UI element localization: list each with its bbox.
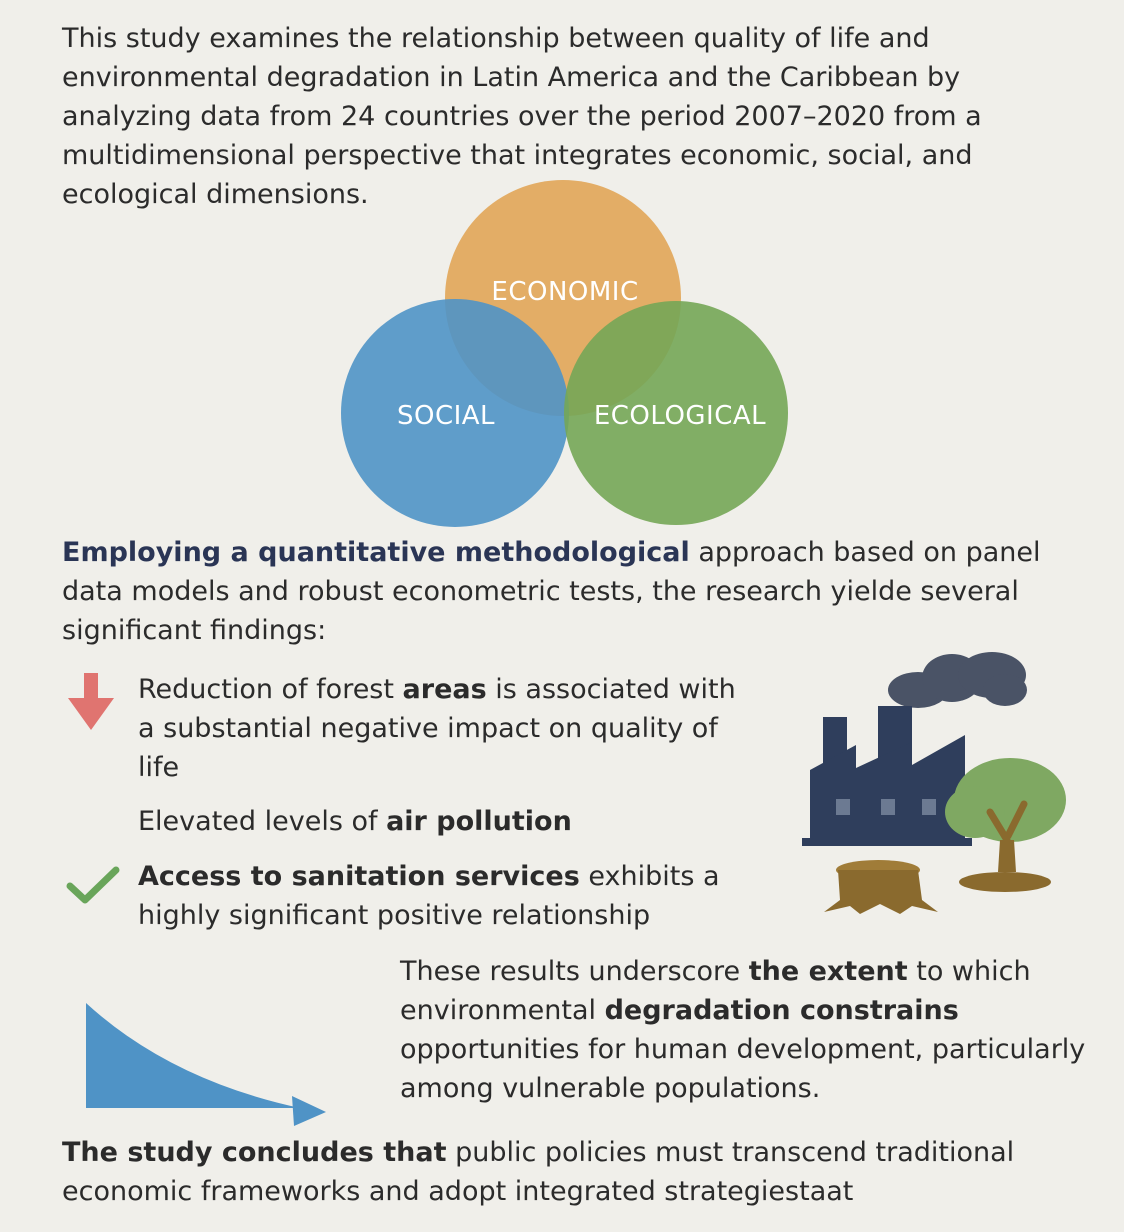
results-mid: to which environmental [400, 956, 1031, 1026]
decline-trend-shape [86, 1003, 326, 1126]
method-bold-2: quantitative methodological [258, 537, 690, 568]
finding-air-bold: air pollution [386, 806, 572, 837]
results-paragraph [400, 952, 1100, 1108]
conclusion-bold: The study concludes that [62, 1137, 447, 1168]
results-bold-2: degradation constrains [604, 995, 959, 1026]
finding-forest [138, 670, 758, 787]
venn-label-economic: ECONOMIC [491, 277, 639, 307]
tree-icon [945, 758, 1066, 892]
results-pre: These results underscore [400, 956, 749, 987]
finding-sanitation-post: exhibits a highly significant positive relationship [138, 861, 720, 931]
checkmark-icon [70, 870, 116, 900]
conclusion-paragraph [62, 1133, 1102, 1211]
tree-stump-icon [824, 860, 938, 914]
finding-sanitation [138, 857, 778, 935]
intro-text: This study examines the relationship between quality of life and environmental degradation in Latin America and the Caribbean by analyzing data from 24 countries over the period 2007–2020 from a multidimensional perspective that integrates economic, social, and ecological dimensions. [62, 23, 982, 210]
conclusion-rest: public policies must transcend traditional economic frameworks and adopt integrated strategiestaat [62, 1137, 1015, 1207]
down-arrow-icon [68, 673, 114, 730]
finding-air-pollution [138, 802, 758, 841]
venn-label-ecological: ECOLOGICAL [593, 401, 767, 431]
finding-forest-bold: areas [402, 674, 487, 705]
finding-air-pre: Elevated levels of [138, 806, 387, 837]
methodology-paragraph [62, 533, 1072, 650]
finding-sanitation-bold: Access to sanitation services [138, 861, 580, 892]
method-rest: approach based on panel data models and robust econometric tests, the research yielde several significant findings: [62, 537, 1041, 646]
finding-forest-post: is associated with a substantial negative impact on quality of life [138, 674, 736, 783]
results-post: opportunities for human development, particularly among vulnerable populations. [400, 1034, 1086, 1104]
smoke-cloud [888, 652, 1027, 708]
results-bold-1: the extent [748, 956, 908, 987]
finding-forest-pre: Reduction of forest [138, 674, 403, 705]
venn-label-social: SOCIAL [396, 401, 496, 431]
method-bold-1: Employing a [62, 537, 259, 568]
venn-diagram [341, 180, 788, 527]
